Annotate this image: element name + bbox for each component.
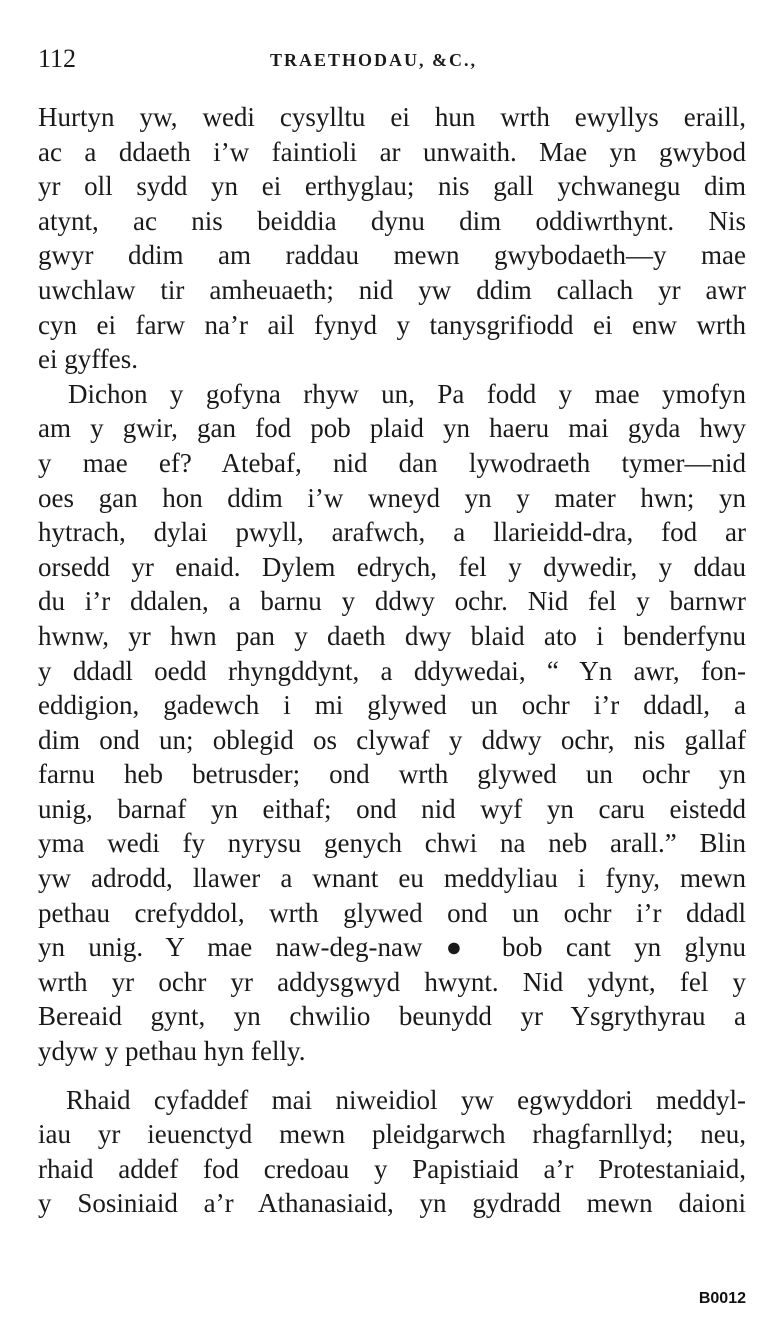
catalog-code: B0012 [698, 1290, 746, 1307]
text-line: y mae ef? Atebaf, nid dan lywodraeth tymer—nid [38, 447, 746, 478]
text-line: yn unig. Y mae naw-deg-naw ● bob cant yn glynu [38, 932, 746, 963]
text-line: gwyr ddim am raddau mewn gwybodaeth—y mae [38, 240, 746, 271]
text-line: y ddadl oedd rhyngddynt, a ddywedai, “ Yn awr, fon- [38, 655, 746, 686]
text-line: ydyw y pethau hyn felly. [38, 1036, 306, 1067]
page-body [38, 100, 746, 1221]
page-header [38, 44, 750, 78]
running-title: TRAETHODAU, &C., [270, 50, 478, 70]
text-line: farnu heb betrusder; ond wrth glywed un ochr yn [38, 759, 746, 790]
text-line: unig, barnaf yn eithaf; ond nid wyf yn caru eistedd [38, 793, 746, 824]
text-line: yr oll sydd yn ei erthyglau; nis gall ychwanegu dim [38, 171, 746, 202]
text-line: atynt, ac nis beiddia dynu dim oddiwrthynt. Nis [38, 205, 746, 236]
text-line: orsedd yr enaid. Dylem edrych, fel y dywedir, y ddau [38, 551, 746, 582]
text-line: Rhaid cyfaddef mai niweidiol yw egwyddori meddyl- [66, 1084, 746, 1115]
text-line: yma wedi fy nyrysu genych chwi na neb arall.” Blin [38, 828, 746, 859]
text-line: iau yr ieuenctyd mewn pleidgarwch rhagfarnllyd; neu, [38, 1119, 746, 1150]
text-line: eddigion, gadewch i mi glywed un ochr i’r ddadl, a [38, 690, 746, 721]
paragraph [38, 100, 746, 377]
text-line: yw adrodd, llawer a wnant eu meddyliau i fyny, mewn [38, 863, 746, 894]
text-line: ac a ddaeth i’w faintioli ar unwaith. Mae yn gwybod [38, 136, 746, 167]
paragraph-spacer [38, 1069, 746, 1083]
text-line: du i’r ddalen, a barnu y ddwy ochr. Nid fel y barnwr [38, 586, 746, 617]
text-line: Dichon y gofyna rhyw un, Pa fodd y mae ymofyn [68, 378, 746, 409]
text-line: uwchlaw tir amheuaeth; nid yw ddim callach yr awr [38, 274, 746, 305]
text-line: pethau crefyddol, wrth glywed ond un ochr i’r ddadl [38, 897, 746, 928]
paragraph [38, 377, 746, 1069]
text-line: am y gwir, gan fod pob plaid yn haeru mai gyda hwy [38, 413, 746, 444]
paragraph [38, 1083, 746, 1221]
text-line: wrth yr ochr yr addysgwyd hwynt. Nid ydynt, fel y [38, 966, 746, 997]
text-line: hwnw, yr hwn pan y daeth dwy blaid ato i benderfynu [38, 620, 746, 651]
text-line: rhaid addef fod credoau y Papistiaid a’r Protestaniaid, [38, 1153, 746, 1184]
text-line: Bereaid gynt, yn chwilio beunydd yr Ysgrythyrau a [38, 1001, 746, 1032]
text-line: oes gan hon ddim i’w wneyd yn y mater hwn; yn [38, 482, 746, 513]
text-line: ei gyffes. [38, 344, 138, 375]
text-line: cyn ei farw na’r ail fynyd y tanysgrifiodd ei enw wrth [38, 309, 746, 340]
page-number: 112 [38, 44, 77, 73]
text-line: hytrach, dylai pwyll, arafwch, a llarieidd-dra, fod ar [38, 517, 746, 548]
text-line: y Sosiniaid a’r Athanasiaid, yn gydradd mewn daioni [38, 1188, 746, 1219]
text-line: Hurtyn yw, wedi cysylltu ei hun wrth ewyllys eraill, [38, 102, 746, 132]
text-line: dim ond un; oblegid os clywaf y ddwy ochr, nis gallaf [38, 724, 746, 755]
